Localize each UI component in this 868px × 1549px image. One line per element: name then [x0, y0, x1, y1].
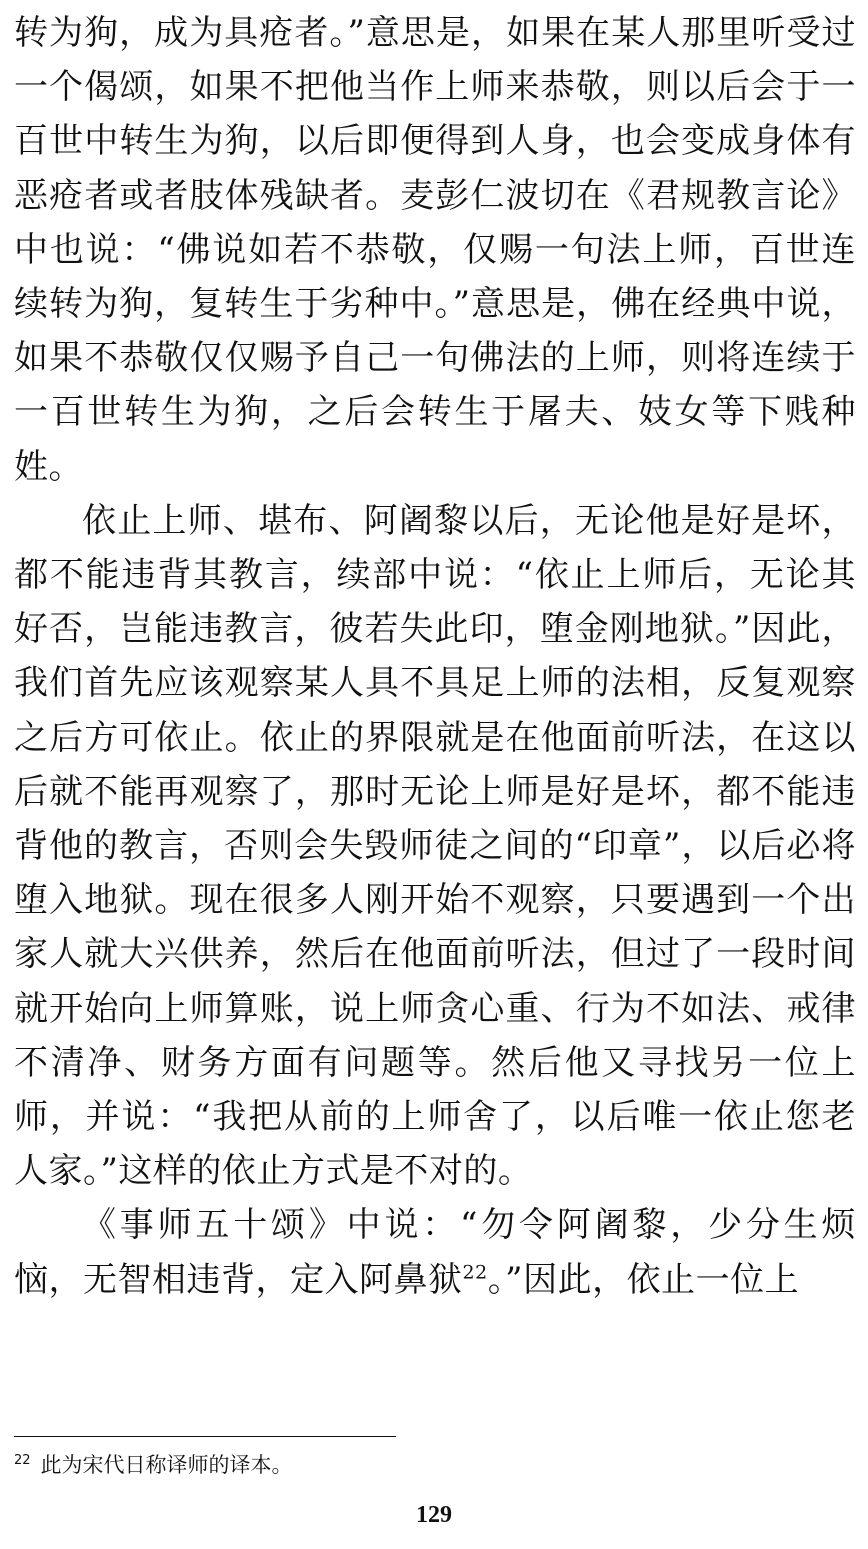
body-paragraph	[14, 1198, 856, 1306]
body-paragraph: 转为狗，成为具疮者。”意思是，如果在某人那里听受过一个偈颂，如果不把他当作上师来恭敬，则以后会于一百世中转生为狗，以后即便得到人身，也会变成身体有恶疮者或者肢体残缺者。麦彭仁波切在《君规教言论》中也说：“佛说如若不恭敬，仅赐一句法上师，百世连续转为狗，复转生于劣种中。”意思是，佛在经典中说，如果不恭敬仅仅赐予自己一句佛法的上师，则将连续于一百世转生为狗，之后会转生于屠夫、妓女等下贱种姓。	[14, 13, 856, 487]
footnote-text: 此为宋代日称译师的译本。	[40, 1453, 293, 1477]
footnote-number: 22	[14, 1453, 31, 1468]
page-body	[14, 6, 856, 1307]
footnote-reference[interactable]: 22	[462, 1261, 488, 1284]
paragraph-text: 《事师五十颂》中说：“勿令阿阇黎，少分生烦恼，无智相违背，定入阿鼻狱	[14, 1205, 856, 1300]
page-number: 129	[416, 1502, 452, 1528]
footnote	[14, 1449, 856, 1481]
body-paragraph: 依止上师、堪布、阿阇黎以后，无论他是好是坏，都不能违背其教言，续部中说：“依止上师后，无论其好否，岂能违教言，彼若失此印，堕金刚地狱。”因此，我们首先应该观察某人具不具足上师的法相，反复观察之后方可依止。依止的界限就是在他面前听法，在这以后就不能再观察了，那时无论上师是好是坏，都不能违背他的教言，否则会失毁师徒之间的“印章”，以后必将堕入地狱。现在很多人刚开始不观察，只要遇到一个出家人就大兴供养，然后在他面前听法，但过了一段时间就开始向上师算账，说上师贪心重、行为不如法、戒律不清净、财务方面有问题等。然后他又寻找另一位上师，并说：“我把从前的上师舍了，以后唯一依止您老人家。”这样的依止方式是不对的。	[14, 500, 856, 1192]
footnote-divider	[14, 1436, 396, 1437]
paragraph-text: 。”因此，依止一位上	[487, 1259, 800, 1300]
